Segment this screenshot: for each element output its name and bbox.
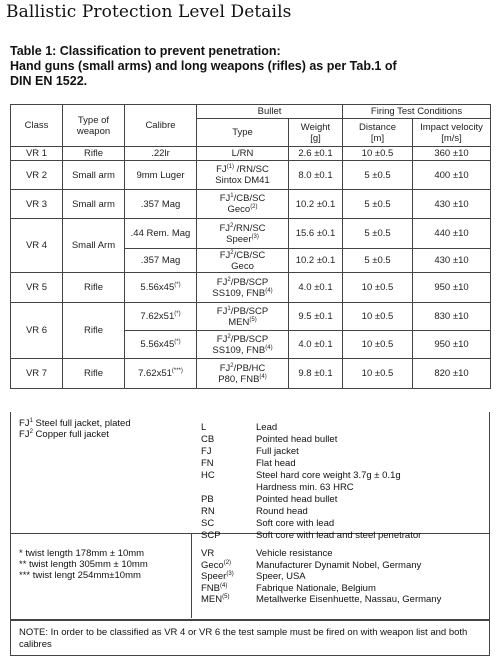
abbr-desc: Flat head bbox=[256, 458, 296, 469]
abbr-row bbox=[201, 434, 491, 446]
vr6a-calibre-sup: (*) bbox=[174, 310, 181, 317]
vr6b-type-line2: SS109, FNB bbox=[212, 344, 266, 356]
vr1-velocity: 360 ±10 bbox=[413, 147, 491, 161]
jacket-note-1-abbr: FJ bbox=[19, 418, 30, 429]
vr7-calibre bbox=[125, 359, 197, 389]
jacket-notes bbox=[19, 418, 131, 440]
vr6b-weight: 4.0 ±0.1 bbox=[289, 331, 343, 359]
vr4a-velocity: 440 ±10 bbox=[413, 219, 491, 249]
vr2-distance: 5 ±0.5 bbox=[343, 161, 413, 190]
vr5-distance: 10 ±0.5 bbox=[343, 273, 413, 303]
vr6a-type-line2: MEN bbox=[228, 316, 250, 328]
manufacturer-list bbox=[201, 548, 491, 606]
twist-notes bbox=[19, 548, 148, 581]
vr3-weapon: Small arm bbox=[63, 190, 125, 219]
vr3-type-rest: /CB/SC bbox=[233, 193, 266, 204]
abbr-row bbox=[201, 482, 491, 494]
vr6a-type bbox=[197, 303, 289, 331]
abbr-term: L bbox=[201, 422, 207, 433]
vr6a-type-line2-sup: (5) bbox=[249, 316, 257, 323]
header-row-1 bbox=[11, 105, 491, 119]
header-weight-unit: [g] bbox=[310, 132, 321, 144]
header-weight bbox=[289, 119, 343, 147]
abbr-row bbox=[201, 446, 491, 458]
vr7-calibre-sup: (***) bbox=[171, 367, 183, 374]
vr6b-type-rest: /PB/SCP bbox=[230, 333, 269, 345]
abbr-desc: Pointed head bullet bbox=[256, 434, 338, 445]
vr2-calibre: 9mm Luger bbox=[125, 161, 197, 190]
vr4-weapon: Small Arm bbox=[63, 219, 125, 273]
vr4b-type-fj: FJ bbox=[219, 249, 231, 261]
vr5-class: VR 5 bbox=[11, 273, 63, 303]
manufacturer-sup: (4) bbox=[220, 582, 228, 589]
vr3-weight: 10.2 ±0.1 bbox=[289, 190, 343, 219]
vr4b-type-rest: /CB/SC bbox=[233, 249, 266, 261]
vr6b-type-fj: FJ bbox=[216, 333, 228, 345]
vr6a-distance: 10 ±0.5 bbox=[343, 303, 413, 331]
manufacturer-sup: (2) bbox=[223, 559, 232, 566]
manufacturer-desc: Speer, USA bbox=[256, 571, 306, 582]
vr6a-velocity: 830 ±10 bbox=[413, 303, 491, 331]
vr5-type-line2-sup: (4) bbox=[265, 287, 273, 294]
header-bullet-type: Type bbox=[197, 119, 289, 147]
vr2-type bbox=[197, 161, 289, 190]
abbr-desc: Soft core with lead bbox=[256, 518, 335, 529]
vr6b-type bbox=[197, 331, 289, 359]
manufacturer-abbr: VR bbox=[201, 548, 215, 559]
vr4a-type-sup: 2 bbox=[230, 222, 234, 229]
vr2-weight: 8.0 ±0.1 bbox=[289, 161, 343, 190]
vr4b-calibre: .357 Mag bbox=[125, 249, 197, 273]
vr3-type-sup: 1 bbox=[230, 192, 234, 199]
header-distance bbox=[343, 119, 413, 147]
classification-table bbox=[10, 104, 491, 389]
vr6-weapon: Rifle bbox=[63, 303, 125, 359]
abbr-row bbox=[201, 422, 491, 434]
vr4a-type-line2: Speer bbox=[226, 233, 252, 245]
vr3-type-line2: Geco bbox=[227, 204, 251, 215]
vr4a-type-line2-sup: (3) bbox=[251, 233, 259, 240]
jacket-note-2 bbox=[19, 429, 131, 440]
jacket-note-1 bbox=[19, 418, 131, 429]
classification-table-wrap bbox=[10, 104, 491, 389]
vr4b-type bbox=[197, 249, 289, 273]
table-caption bbox=[10, 44, 490, 89]
vr4a-type-fj: FJ bbox=[219, 222, 230, 234]
vr6a-calibre bbox=[125, 303, 197, 331]
vr7-weapon: Rifle bbox=[63, 359, 125, 389]
vr6b-calibre-sup: (*) bbox=[174, 338, 181, 345]
vr4a-type bbox=[197, 219, 289, 249]
vr4b-weight: 10.2 ±0.1 bbox=[289, 249, 343, 273]
legend-box bbox=[10, 412, 490, 541]
twist-note-2: ** twist length 305mm ± 10mm bbox=[19, 559, 148, 570]
vr6a-type-fj: FJ bbox=[216, 305, 228, 317]
vr7-type-fj: FJ bbox=[219, 362, 231, 374]
vr3-class: VR 3 bbox=[11, 190, 63, 219]
vr3-type-fj: FJ bbox=[219, 193, 231, 204]
vr7-type bbox=[197, 359, 289, 389]
table-row-vr3 bbox=[11, 190, 491, 219]
vr6-class: VR 6 bbox=[11, 303, 63, 359]
vr6b-calibre-text: 5.56x45 bbox=[140, 339, 175, 350]
manufacturer-desc: Manufacturer Dynamit Nobel, Germany bbox=[256, 559, 422, 571]
abbr-term: HC bbox=[201, 470, 215, 481]
vr6b-calibre bbox=[125, 331, 197, 359]
abbr-desc: Full jacket bbox=[256, 446, 299, 457]
manufacturer-desc: Fabrique Nationale, Belgium bbox=[256, 582, 376, 594]
manufacturer-row bbox=[201, 560, 491, 572]
vr1-weight: 2.6 ±0.1 bbox=[289, 147, 343, 161]
jacket-note-1-desc: Steel full jacket, plated bbox=[32, 418, 131, 429]
vr4b-distance: 5 ±0.5 bbox=[343, 249, 413, 273]
vr2-weapon: Small arm bbox=[63, 161, 125, 190]
manufacturer-desc: Metallwerke Eisenhuette, Nassau, Germany bbox=[256, 594, 442, 605]
abbr-term: FJ bbox=[201, 446, 212, 457]
vr5-type-rest: /PB/SCP bbox=[230, 276, 269, 288]
header-firing-test-conditions: Firing Test Conditions bbox=[343, 105, 491, 119]
page-title: Ballistic Protection Level Details bbox=[6, 2, 292, 22]
abbr-row bbox=[201, 470, 491, 482]
classification-note-text: NOTE: In order to be classified as VR 4 or VR 6 the test sample must be fired on with weapon list and both calibres bbox=[19, 627, 468, 650]
vr2-type-sup: (1) bbox=[226, 163, 235, 170]
vr5-type-fj: FJ bbox=[216, 276, 228, 288]
abbr-term: RN bbox=[201, 506, 215, 517]
table-row-vr4a bbox=[11, 219, 491, 249]
manufacturer-row bbox=[201, 571, 491, 583]
vr5-calibre-sup: (*) bbox=[174, 281, 181, 288]
vr4b-type-sup: 2 bbox=[230, 249, 234, 256]
manufacturer-sup: (5) bbox=[222, 593, 230, 600]
abbr-desc: Soft core with lead and steel penetrator bbox=[256, 530, 422, 541]
vr5-type-sup: 2 bbox=[227, 276, 231, 283]
header-class: Class bbox=[11, 105, 63, 147]
header-distance-unit: [m] bbox=[370, 132, 385, 144]
vr5-calibre bbox=[125, 273, 197, 303]
manufacturer-abbr: MEN bbox=[201, 594, 223, 605]
caption-line-3: DIN EN 1522. bbox=[10, 74, 88, 88]
vr5-calibre-text: 5.56x45 bbox=[140, 282, 175, 293]
vr1-distance: 10 ±0.5 bbox=[343, 147, 413, 161]
vr1-weapon: Rifle bbox=[63, 147, 125, 161]
abbr-desc: Lead bbox=[256, 422, 278, 433]
abbr-desc: Steel hard core weight 3.7g ± 0.1g bbox=[256, 470, 401, 481]
vr6a-calibre-text: 7.62x51 bbox=[140, 311, 175, 322]
vr2-class: VR 2 bbox=[11, 161, 63, 190]
header-calibre: Calibre bbox=[125, 105, 197, 147]
vr6b-type-sup: 2 bbox=[227, 333, 231, 340]
vr4b-type-line2: Geco bbox=[231, 260, 254, 272]
vr3-velocity: 430 ±10 bbox=[413, 190, 491, 219]
caption-line-1: Table 1: Classification to prevent penetration: bbox=[10, 44, 281, 58]
vr2-velocity: 400 ±10 bbox=[413, 161, 491, 190]
jacket-note-1-sup: 1 bbox=[29, 417, 33, 424]
vr4-class: VR 4 bbox=[11, 219, 63, 273]
table-row-vr6a bbox=[11, 303, 491, 331]
vr6b-type-line2-sup: (4) bbox=[265, 344, 273, 351]
twist-note-1: * twist length 178mm ± 10mm bbox=[19, 548, 145, 559]
abbr-row bbox=[201, 506, 491, 518]
jacket-note-2-abbr: FJ bbox=[19, 429, 30, 440]
header-distance-label: Distance bbox=[359, 121, 396, 133]
vr5-type-line2: SS109, FNB bbox=[212, 287, 266, 299]
abbr-term: SC bbox=[201, 518, 215, 529]
vr1-type: L/RN bbox=[197, 147, 289, 161]
vr5-weapon: Rifle bbox=[63, 273, 125, 303]
vr3-calibre: .357 Mag bbox=[125, 190, 197, 219]
header-type-of-weapon: Type of weapon bbox=[63, 105, 125, 147]
abbr-row bbox=[201, 494, 491, 506]
notes-box bbox=[10, 534, 490, 620]
manufacturer-row bbox=[201, 548, 491, 560]
manufacturer-term bbox=[201, 583, 256, 595]
manufacturer-term bbox=[201, 548, 256, 560]
abbr-term: FN bbox=[201, 458, 214, 469]
jacket-note-2-sup: 2 bbox=[29, 428, 33, 435]
classification-note bbox=[10, 620, 490, 656]
vr3-distance: 5 ±0.5 bbox=[343, 190, 413, 219]
table-row-vr7 bbox=[11, 359, 491, 389]
vr7-type-rest: /PB/HC bbox=[233, 362, 266, 374]
vr1-calibre: .22lr bbox=[125, 147, 197, 161]
vr5-velocity: 950 ±10 bbox=[413, 273, 491, 303]
header-bullet: Bullet bbox=[197, 105, 343, 119]
manufacturer-abbr: Speer bbox=[201, 571, 227, 582]
vr6a-weight: 9.5 ±0.1 bbox=[289, 303, 343, 331]
manufacturer-row bbox=[201, 583, 491, 595]
table-row-vr5 bbox=[11, 273, 491, 303]
manufacturer-row bbox=[201, 594, 491, 606]
abbr-desc: Hardness min. 63 HRC bbox=[256, 482, 354, 493]
vr5-type bbox=[197, 273, 289, 303]
abbreviation-list bbox=[201, 422, 491, 542]
manufacturer-sup: (3) bbox=[226, 570, 234, 577]
vr7-distance: 10 ±0.5 bbox=[343, 359, 413, 389]
abbr-term: CB bbox=[201, 434, 215, 445]
vr7-type-sup: 2 bbox=[230, 362, 234, 369]
header-impact-velocity bbox=[413, 119, 491, 147]
vr5-weight: 4.0 ±0.1 bbox=[289, 273, 343, 303]
abbr-desc: Pointed head bullet bbox=[256, 494, 338, 505]
vr3-type bbox=[197, 190, 289, 219]
vr7-velocity: 820 ±10 bbox=[413, 359, 491, 389]
header-impact-unit: [m/s] bbox=[441, 132, 462, 144]
twist-note-3: *** twist lengt 254mm±10mm bbox=[19, 570, 141, 581]
vr4a-type-rest: /RN/SC bbox=[233, 222, 266, 234]
vr2-type-line2: Sintox DM41 bbox=[215, 175, 270, 186]
table-row-vr1 bbox=[11, 147, 491, 161]
manufacturer-term bbox=[201, 594, 256, 606]
vr4b-velocity: 430 ±10 bbox=[413, 249, 491, 273]
abbr-row bbox=[201, 458, 491, 470]
vr4a-calibre: .44 Rem. Mag bbox=[125, 219, 197, 249]
abbr-term: SCP bbox=[201, 530, 221, 541]
manufacturer-desc: Vehicle resistance bbox=[256, 548, 333, 559]
caption-line-2: Hand guns (small arms) and long weapons (rifles) as per Tab.1 of bbox=[10, 59, 397, 73]
header-weight-label: Weight bbox=[300, 121, 331, 133]
table-row-vr2 bbox=[11, 161, 491, 190]
vr3-type-line2-sup: (2) bbox=[250, 203, 258, 210]
vr7-weight: 9.8 ±0.1 bbox=[289, 359, 343, 389]
abbr-desc: Round head bbox=[256, 506, 308, 517]
manufacturer-abbr: Geco bbox=[201, 559, 224, 571]
vr1-class: VR 1 bbox=[11, 147, 63, 161]
vr4a-distance: 5 ±0.5 bbox=[343, 219, 413, 249]
manufacturer-term bbox=[201, 571, 256, 583]
vr6a-type-rest: /PB/SCP bbox=[230, 305, 269, 317]
abbr-term bbox=[201, 482, 256, 494]
vr2-type-rest: /RN/SC bbox=[234, 164, 269, 175]
vr7-type-line2: P80, FNB bbox=[218, 373, 260, 385]
vr6b-velocity: 950 ±10 bbox=[413, 331, 491, 359]
jacket-note-2-desc: Copper full jacket bbox=[32, 429, 109, 440]
vr4a-weight: 15.6 ±0.1 bbox=[289, 219, 343, 249]
manufacturer-abbr: FNB bbox=[201, 582, 220, 594]
manufacturer-term bbox=[201, 560, 256, 572]
vr2-type-fj: FJ bbox=[216, 164, 227, 175]
vr6a-type-sup: 1 bbox=[227, 305, 231, 312]
notes-divider bbox=[191, 534, 192, 618]
abbr-row bbox=[201, 518, 491, 530]
header-impact-label: Impact velocity bbox=[420, 121, 483, 133]
vr6b-distance: 10 ±0.5 bbox=[343, 331, 413, 359]
vr7-type-line2-sup: (4) bbox=[259, 373, 267, 380]
abbr-term: PB bbox=[201, 494, 214, 505]
vr7-class: VR 7 bbox=[11, 359, 63, 389]
vr7-calibre-text: 7.62x51 bbox=[138, 368, 172, 379]
